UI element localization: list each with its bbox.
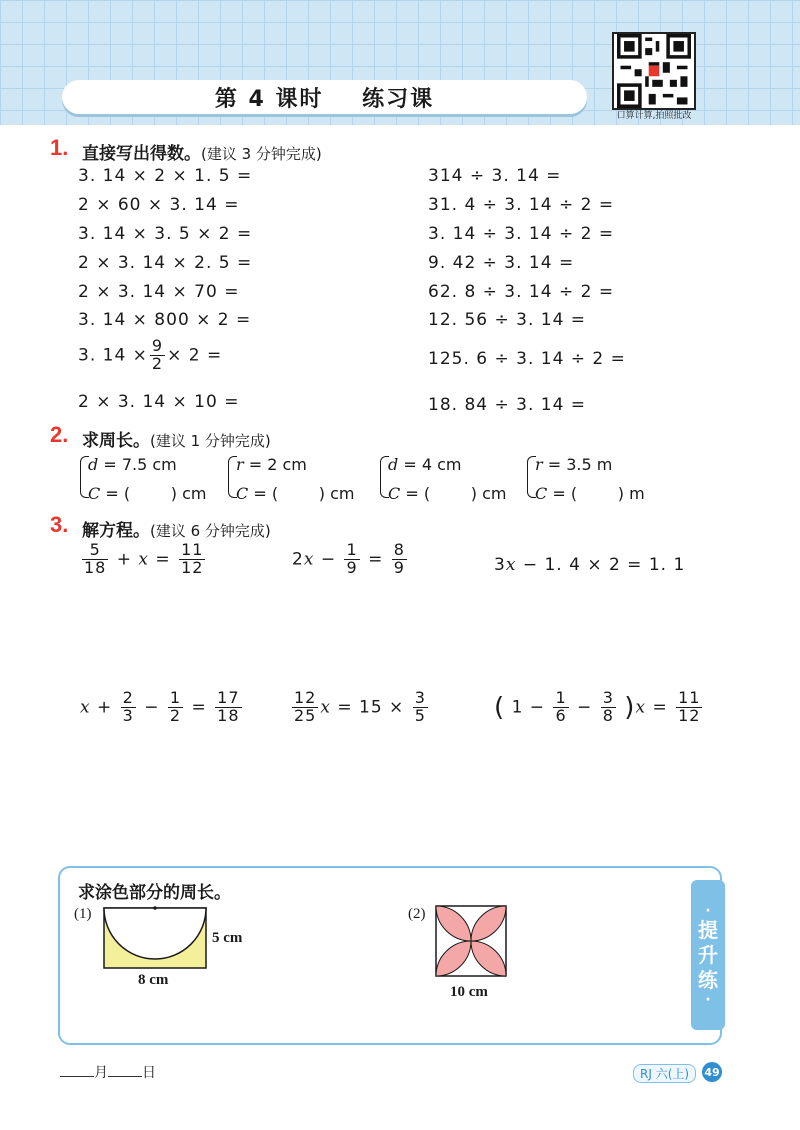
var: d bbox=[388, 455, 399, 474]
numerator: 3 bbox=[414, 688, 426, 707]
dot-icon: · bbox=[705, 902, 711, 919]
perimeter-given bbox=[236, 455, 307, 474]
figure-1-height: 5 cm bbox=[212, 930, 243, 946]
denominator: 18 bbox=[217, 705, 240, 725]
var: x bbox=[505, 555, 517, 575]
denominator: 12 bbox=[181, 557, 204, 577]
numerator: 2 bbox=[122, 688, 134, 707]
q1-left-expr: 2 × 3. 14 × 10 = bbox=[78, 392, 240, 412]
q1-number: 1. bbox=[50, 135, 69, 160]
numerator: 1 bbox=[169, 688, 182, 707]
numerator: 1 bbox=[555, 688, 567, 707]
q1-hint: (建议 3 分钟完成) bbox=[201, 145, 322, 163]
perimeter-given bbox=[388, 455, 461, 474]
figure-2-side: 10 cm bbox=[450, 984, 488, 1000]
side-tab-char: 练 bbox=[698, 967, 718, 992]
answer-blank[interactable]: = ( ) cm bbox=[405, 484, 507, 503]
fraction bbox=[392, 542, 407, 577]
figure-1-width: 8 cm bbox=[138, 972, 169, 988]
q3-title-text: 解方程。 bbox=[82, 521, 150, 541]
var: d bbox=[88, 455, 99, 474]
q1-left-expr: 2 × 3. 14 × 70 = bbox=[78, 282, 240, 302]
denominator: 12 bbox=[678, 705, 701, 725]
q2-title-text: 求周长。 bbox=[82, 431, 150, 451]
var: C bbox=[388, 484, 401, 503]
number: 1 bbox=[511, 697, 524, 718]
given-value: = 3.5 m bbox=[547, 455, 613, 474]
q1-title-text: 直接写出得数。 bbox=[82, 144, 201, 164]
qr-caption: 口算计算,拍照批改 bbox=[616, 111, 692, 121]
q3-number: 3. bbox=[50, 512, 69, 537]
paren: ) bbox=[624, 692, 636, 723]
lesson-title-bar bbox=[62, 80, 587, 114]
answer-blank[interactable]: = ( ) cm bbox=[253, 484, 355, 503]
perimeter-answer[interactable] bbox=[388, 484, 506, 503]
day-label: 日 bbox=[142, 1065, 156, 1081]
page-number: 49 bbox=[702, 1062, 722, 1082]
figure-1-center-point bbox=[153, 906, 157, 910]
day-blank[interactable] bbox=[108, 1076, 142, 1077]
q1-left-frac-expr bbox=[78, 338, 222, 373]
fraction bbox=[121, 690, 136, 725]
expr-part: 3. 14 × bbox=[78, 345, 148, 366]
q1-left-expr: 2 × 3. 14 × 2. 5 = bbox=[78, 253, 253, 273]
equation-rest: − 1. 4 × 2 = 1. 1 bbox=[522, 555, 686, 575]
denominator: 9 bbox=[393, 557, 405, 577]
fraction bbox=[150, 338, 165, 373]
numerator: 3 bbox=[602, 688, 614, 707]
denominator: 9 bbox=[346, 557, 358, 577]
q2-title bbox=[82, 426, 271, 451]
var: x bbox=[635, 697, 647, 718]
q1-left-expr: 3. 14 × 2 × 1. 5 = bbox=[78, 166, 253, 186]
denominator: 18 bbox=[84, 557, 107, 577]
q1-right-expr: 31. 4 ÷ 3. 14 ÷ 2 = bbox=[428, 195, 615, 215]
equation-1 bbox=[80, 542, 207, 577]
figure-2-label: (2) bbox=[408, 906, 426, 922]
var: r bbox=[535, 455, 543, 474]
numerator: 11 bbox=[181, 540, 204, 559]
perimeter-answer[interactable] bbox=[88, 484, 206, 503]
denominator: 8 bbox=[602, 705, 614, 725]
denominator: 25 bbox=[294, 705, 317, 725]
denominator: 2 bbox=[169, 705, 182, 725]
fraction bbox=[168, 690, 183, 725]
operator: = bbox=[368, 549, 384, 570]
q2-number: 2. bbox=[50, 422, 69, 447]
perimeter-answer[interactable] bbox=[535, 484, 645, 503]
side-tab-extension-practice bbox=[691, 880, 725, 1030]
numerator: 9 bbox=[151, 336, 164, 355]
equation-rest: = 15 × bbox=[337, 697, 405, 718]
q3-hint: (建议 6 分钟完成) bbox=[150, 522, 271, 540]
q1-right-expr: 62. 8 ÷ 3. 14 ÷ 2 = bbox=[428, 282, 615, 302]
month-blank[interactable] bbox=[60, 1076, 94, 1077]
var: C bbox=[88, 484, 101, 503]
coefficient: 2 bbox=[292, 549, 304, 570]
perimeter-given bbox=[535, 455, 612, 474]
figure-1-semicircle-rect bbox=[102, 906, 208, 970]
fraction bbox=[344, 542, 359, 577]
var: C bbox=[236, 484, 249, 503]
operator: − bbox=[577, 697, 593, 718]
given-value: = 2 cm bbox=[248, 455, 307, 474]
q1-right-expr: 125. 6 ÷ 3. 14 ÷ 2 = bbox=[428, 349, 626, 369]
extension-title: 求涂色部分的周长。 bbox=[78, 883, 231, 903]
fraction bbox=[292, 690, 318, 725]
denominator: 6 bbox=[555, 705, 567, 725]
var: r bbox=[236, 455, 244, 474]
q1-right-expr: 3. 14 ÷ 3. 14 ÷ 2 = bbox=[428, 224, 615, 244]
operator: − bbox=[144, 697, 160, 718]
operator: − bbox=[529, 697, 546, 718]
figure-1-label: (1) bbox=[74, 906, 92, 922]
denominator: 3 bbox=[122, 705, 134, 725]
var: x bbox=[320, 697, 331, 718]
q1-title bbox=[82, 139, 322, 164]
perimeter-answer[interactable] bbox=[236, 484, 354, 503]
operator: = bbox=[191, 697, 207, 718]
q2-hint: (建议 1 分钟完成) bbox=[150, 432, 271, 450]
numerator: 1 bbox=[346, 540, 358, 559]
fraction bbox=[179, 542, 205, 577]
denominator: 5 bbox=[414, 705, 426, 725]
equation-4 bbox=[80, 690, 244, 725]
answer-blank[interactable]: = ( ) m bbox=[552, 484, 645, 503]
q1-left-expr: 3. 14 × 800 × 2 = bbox=[78, 310, 252, 330]
equation-6 bbox=[494, 690, 704, 725]
equation-5 bbox=[290, 690, 430, 725]
var: x bbox=[80, 697, 91, 718]
qr-code-icon bbox=[614, 34, 694, 108]
numerator: 8 bbox=[393, 540, 405, 559]
expr-part: × 2 = bbox=[167, 345, 223, 366]
q3-title bbox=[82, 516, 271, 541]
q1-right-expr: 18. 84 ÷ 3. 14 = bbox=[428, 395, 587, 415]
operator: = bbox=[155, 549, 171, 570]
fraction bbox=[553, 690, 568, 725]
footer-date bbox=[60, 1062, 156, 1082]
q1-right-expr: 12. 56 ÷ 3. 14 = bbox=[428, 310, 587, 330]
operator: = bbox=[652, 697, 668, 718]
answer-blank[interactable]: = ( ) cm bbox=[105, 484, 207, 503]
fraction bbox=[601, 690, 616, 725]
dot-icon: · bbox=[705, 991, 711, 1008]
fraction bbox=[215, 690, 241, 725]
equation-2 bbox=[292, 542, 409, 577]
side-tab-char: 升 bbox=[698, 942, 718, 967]
numerator: 17 bbox=[217, 688, 240, 707]
paren: ( bbox=[494, 692, 506, 723]
given-value: = 7.5 cm bbox=[103, 455, 177, 474]
denominator: 2 bbox=[151, 353, 164, 373]
numerator: 5 bbox=[82, 542, 108, 560]
side-tab-char: 提 bbox=[698, 917, 718, 942]
lesson-number: 第 4 课时 bbox=[214, 86, 324, 112]
var: x bbox=[303, 549, 315, 570]
var: x bbox=[138, 549, 150, 570]
lesson-title: 练习课 bbox=[362, 86, 435, 112]
operator: + bbox=[97, 697, 113, 718]
q1-left-expr: 3. 14 × 3. 5 × 2 = bbox=[78, 224, 253, 244]
operator: − bbox=[320, 549, 337, 570]
book-badge: RJ 六(上) bbox=[633, 1064, 696, 1083]
month-label: 月 bbox=[94, 1065, 108, 1081]
fraction bbox=[676, 690, 702, 725]
q1-left-expr: 2 × 60 × 3. 14 = bbox=[78, 195, 240, 215]
fraction bbox=[413, 690, 428, 725]
coefficient: 3 bbox=[494, 555, 506, 575]
fraction bbox=[82, 542, 108, 577]
numerator: 12 bbox=[294, 688, 317, 707]
equation-3 bbox=[494, 555, 685, 575]
given-value: = 4 cm bbox=[403, 455, 462, 474]
var: C bbox=[535, 484, 548, 503]
qr-code[interactable] bbox=[612, 32, 696, 110]
numerator: 11 bbox=[678, 688, 701, 707]
operator: + bbox=[116, 549, 133, 570]
figure-2-petal-square bbox=[434, 904, 508, 978]
q1-right-expr: 314 ÷ 3. 14 = bbox=[428, 166, 562, 186]
q1-right-expr: 9. 42 ÷ 3. 14 = bbox=[428, 253, 575, 273]
perimeter-given bbox=[88, 455, 177, 474]
